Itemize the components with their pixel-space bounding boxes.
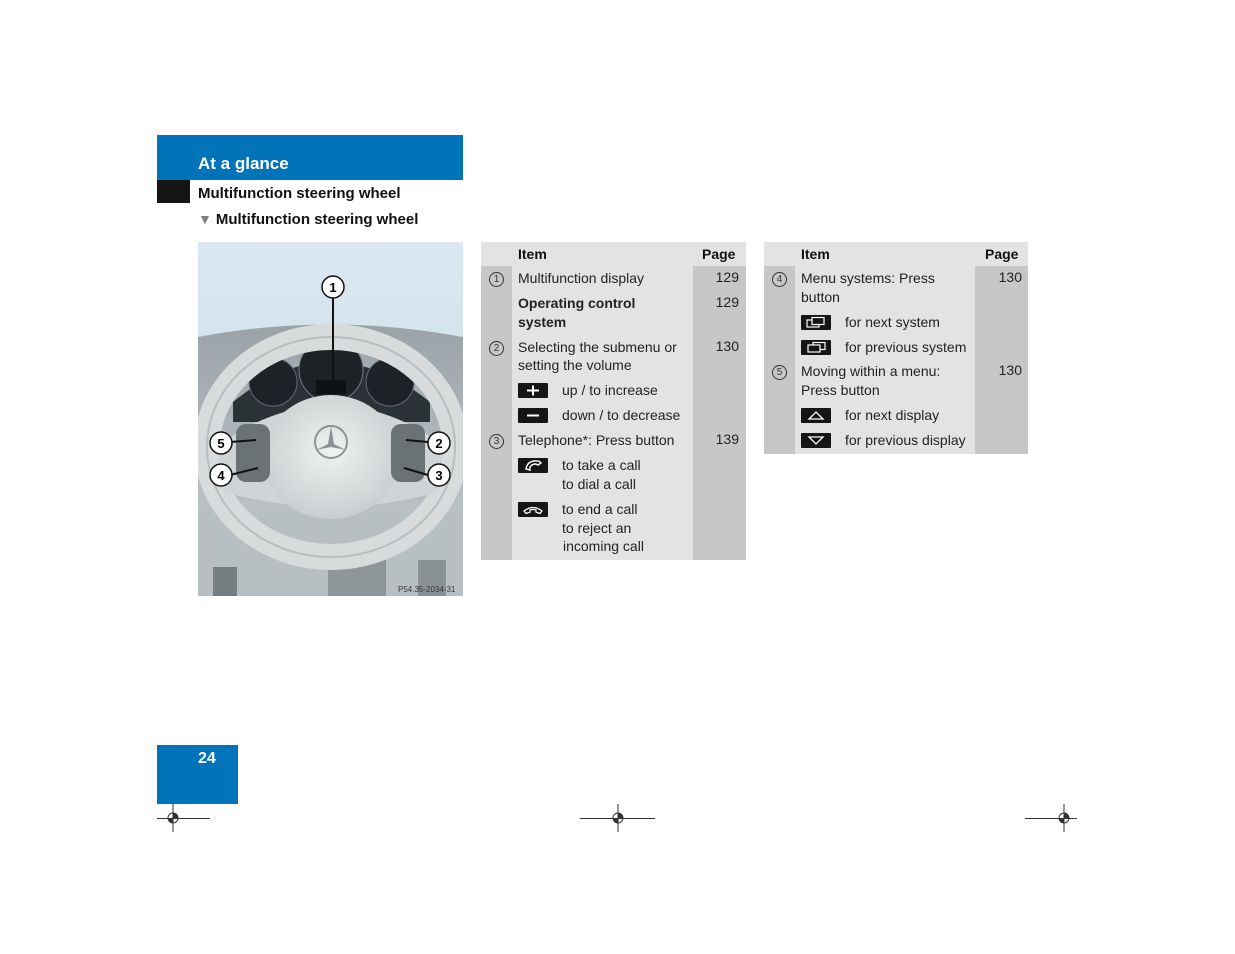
item-text: button [801, 289, 840, 305]
phone-hangup-icon [518, 502, 548, 517]
svg-text:3: 3 [435, 468, 443, 483]
item-number: 4 [772, 272, 787, 287]
previous-display-icon [801, 433, 831, 448]
column-header-page: Page [985, 246, 1019, 262]
item-number: 5 [772, 365, 787, 380]
item-text: for previous system [845, 339, 967, 355]
section-title: Multifunction steering wheel [198, 185, 401, 202]
column-header-item: Item [801, 246, 830, 262]
item-text: setting the volume [518, 357, 632, 373]
item-page: 129 [715, 294, 739, 310]
plus-icon [518, 383, 548, 398]
item-text: Telephone*: Press button [518, 432, 675, 448]
item-text: to end a call [562, 501, 638, 517]
next-system-icon [801, 315, 831, 330]
registration-mark-icon [609, 804, 627, 832]
item-text: Multifunction display [518, 270, 645, 286]
item-page: 130 [998, 269, 1022, 285]
callout-5 [210, 432, 232, 454]
item-text: system [518, 314, 567, 330]
item-number: 1 [489, 272, 504, 287]
steering-wheel-photo [198, 242, 463, 596]
svg-text:2: 2 [435, 436, 443, 451]
previous-system-icon [801, 340, 831, 355]
svg-text:4: 4 [217, 468, 225, 483]
item-text: for previous display [845, 432, 966, 448]
item-text: to take a call [562, 457, 641, 473]
item-text: to dial a call [562, 476, 636, 492]
item-page: 130 [998, 362, 1022, 378]
callout-1 [322, 276, 344, 298]
item-number: 3 [489, 434, 504, 449]
item-text: up / to increase [562, 382, 658, 398]
item-text: Operating control [518, 295, 636, 311]
items-table-right [764, 242, 1028, 454]
item-text: for next system [845, 314, 940, 330]
callout-3 [428, 464, 450, 486]
item-number: 2 [489, 341, 504, 356]
section-marker [157, 180, 190, 203]
item-text: Selecting the submenu or [518, 339, 677, 355]
item-text: Press button [801, 382, 880, 398]
subsection-title-text: Multifunction steering wheel [215, 211, 419, 228]
item-page: 139 [715, 431, 739, 447]
callout-4 [210, 464, 232, 486]
svg-text:5: 5 [217, 436, 225, 451]
item-text: down / to decrease [562, 407, 681, 423]
steering-wheel-illustration [198, 242, 463, 596]
column-header-page: Page [702, 246, 736, 262]
registration-mark-icon [164, 804, 182, 832]
column-header-item: Item [518, 246, 547, 262]
registration-mark-icon [1055, 804, 1073, 832]
next-display-icon [801, 408, 831, 423]
item-text: Menu systems: Press [801, 270, 935, 286]
item-text: incoming call [563, 538, 644, 554]
svg-text:1: 1 [329, 280, 337, 295]
page-number: 24 [198, 750, 216, 767]
item-text: Moving within a menu: [801, 363, 941, 379]
phone-pickup-icon [518, 458, 548, 473]
item-page: 129 [715, 269, 739, 285]
items-table-left [481, 242, 746, 560]
figure-code: P54.35-2034-31 [398, 585, 456, 594]
subsection-title [198, 211, 418, 228]
minus-icon [518, 408, 548, 423]
item-text: for next display [845, 407, 940, 423]
callout-2 [428, 432, 450, 454]
item-text: to reject an [562, 520, 632, 536]
triangle-bullet-icon: ▼ [198, 211, 212, 227]
chapter-title: At a glance [198, 154, 289, 173]
item-page: 130 [715, 338, 739, 354]
